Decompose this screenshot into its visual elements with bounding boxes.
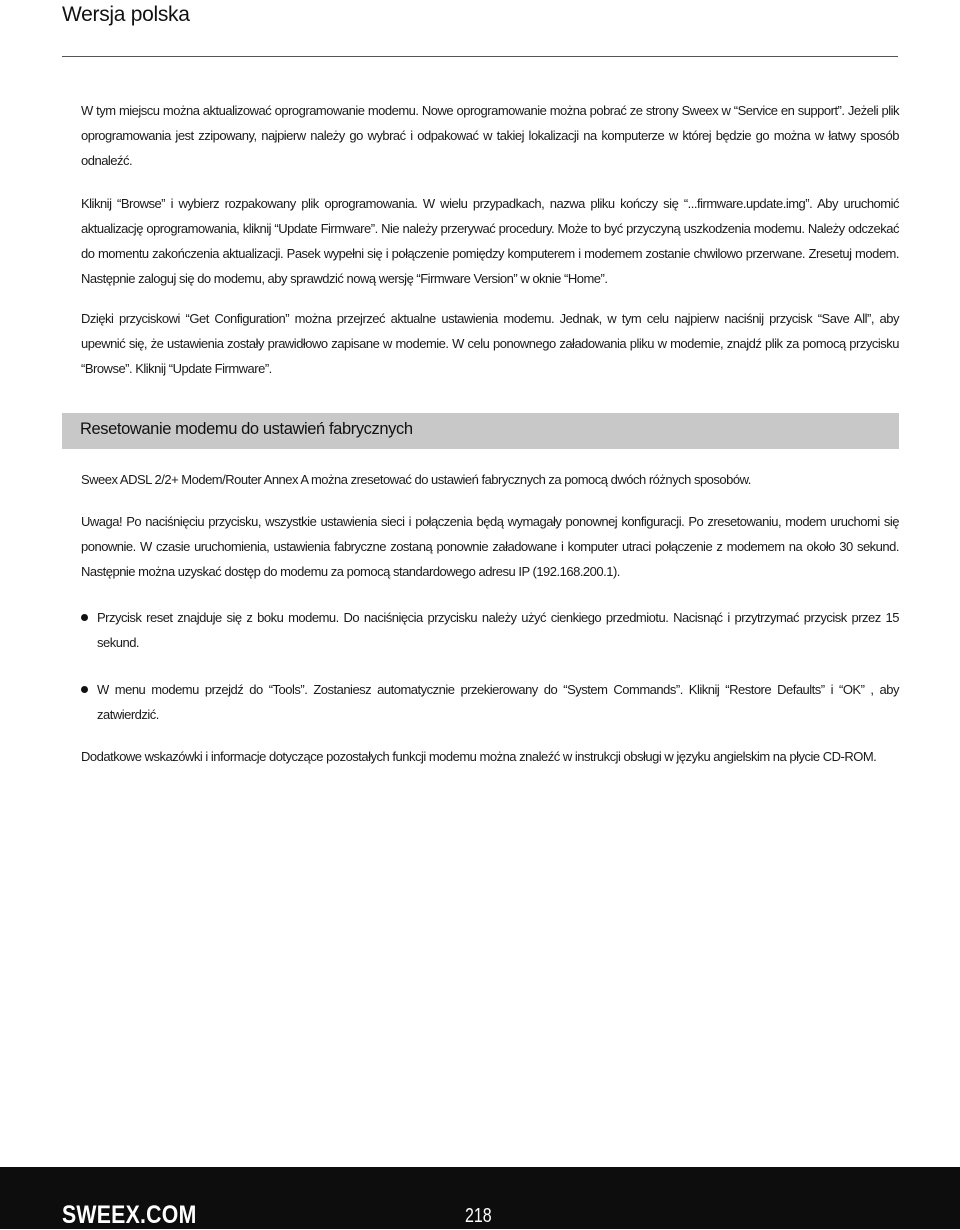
section-heading: Resetowanie modemu do ustawień fabrycznych: [80, 420, 413, 438]
firmware-paragraph-3: Dzięki przyciskowi “Get Configuration” można przejrzeć aktualne ustawienia modemu. Jednak, w tym celu najpierw naciśnij przycisk “Save All”, aby upewnić się, że ustawienia zostały prawidłowo zapisane w modemie. W celu ponownego załadowania pliku w modemie, znajdź plik za pomocą przycisku “Browse”. Kliknij “Update Firmware”.: [81, 311, 899, 376]
firmware-paragraph-2: Kliknij “Browse” i wybierz rozpakowany plik oprogramowania. W wielu przypadkach, nazwa pliku kończy się “...firmware.update.img”. Aby uruchomić aktualizację oprogramowania, kliknij “Update Firmware”. Nie należy przerywać procedury. Może to być przyczyną uszkodzenia modemu. Należy odczekać do momentu zakończenia aktualizacji. Pasek wypełni się i połączenie pomiędzy komputerem i modemem zostanie chwilowo przerwane. Zresetuj modem. Następnie zaloguj się do modemu, aby sprawdzić nową wersję “Firmware Version” w oknie “Home”.: [81, 196, 899, 286]
reset-warning-paragraph: Uwaga! Po naciśnięciu przycisku, wszystkie ustawienia sieci i połączenia będą wymagały ponownej konfiguracji. Po zresetowaniu, modem uruchomi się ponownie. W czasie uruchomienia, ustawienia fabryczne zostaną ponownie załadowane i komputer utraci połączenie z modemem na około 30 sekund. Następnie można uzyskać dostęp do modemu za pomocą standardowego adresu IP (192.168.200.1).: [81, 514, 899, 579]
brand-logo-text: SWEEX.COM: [62, 1201, 197, 1229]
closing-paragraph: Dodatkowe wskazówki i informacje dotyczące pozostałych funkcji modemu można znaleźć w instrukcji obsługi w języku angielskim na płycie CD-ROM.: [81, 749, 877, 764]
bullet-icon: [81, 686, 88, 693]
page-number: 218: [465, 1205, 492, 1227]
list-item-text: Przycisk reset znajduje się z boku modemu. Do naciśnięcia przycisku należy użyć cienkiego przedmiotu. Nacisnąć i przytrzymać przycisk przez 15 sekund.: [97, 610, 899, 650]
list-item: [81, 605, 899, 655]
page-footer: [0, 1167, 960, 1229]
firmware-section: [81, 98, 899, 381]
reset-intro-paragraph: Sweex ADSL 2/2+ Modem/Router Annex A można zresetować do ustawień fabrycznych za pomocą dwóch różnych sposobów.: [81, 472, 751, 487]
reset-methods-list: [81, 605, 899, 727]
section-heading-bar: [62, 413, 899, 449]
list-item: [81, 677, 899, 727]
bullet-icon: [81, 614, 88, 621]
reset-section: [81, 467, 899, 584]
page-title: Wersja polska: [62, 3, 190, 26]
firmware-paragraph-1: W tym miejscu można aktualizować oprogramowanie modemu. Nowe oprogramowanie można pobrać ze strony Sweex w “Service en support”. Jeżeli plik oprogramowania jest zzipowany, najpierw należy go wybrać i odpakować w takiej lokalizacji na komputerze w której będzie go można w łatwy sposób odnaleźć.: [81, 103, 899, 168]
list-item-text: W menu modemu przejdź do “Tools”. Zostaniesz automatycznie przekierowany do “System Commands”. Kliknij “Restore Defaults” i “OK” , aby zatwierdzić.: [97, 682, 899, 722]
header-divider: [62, 56, 898, 57]
